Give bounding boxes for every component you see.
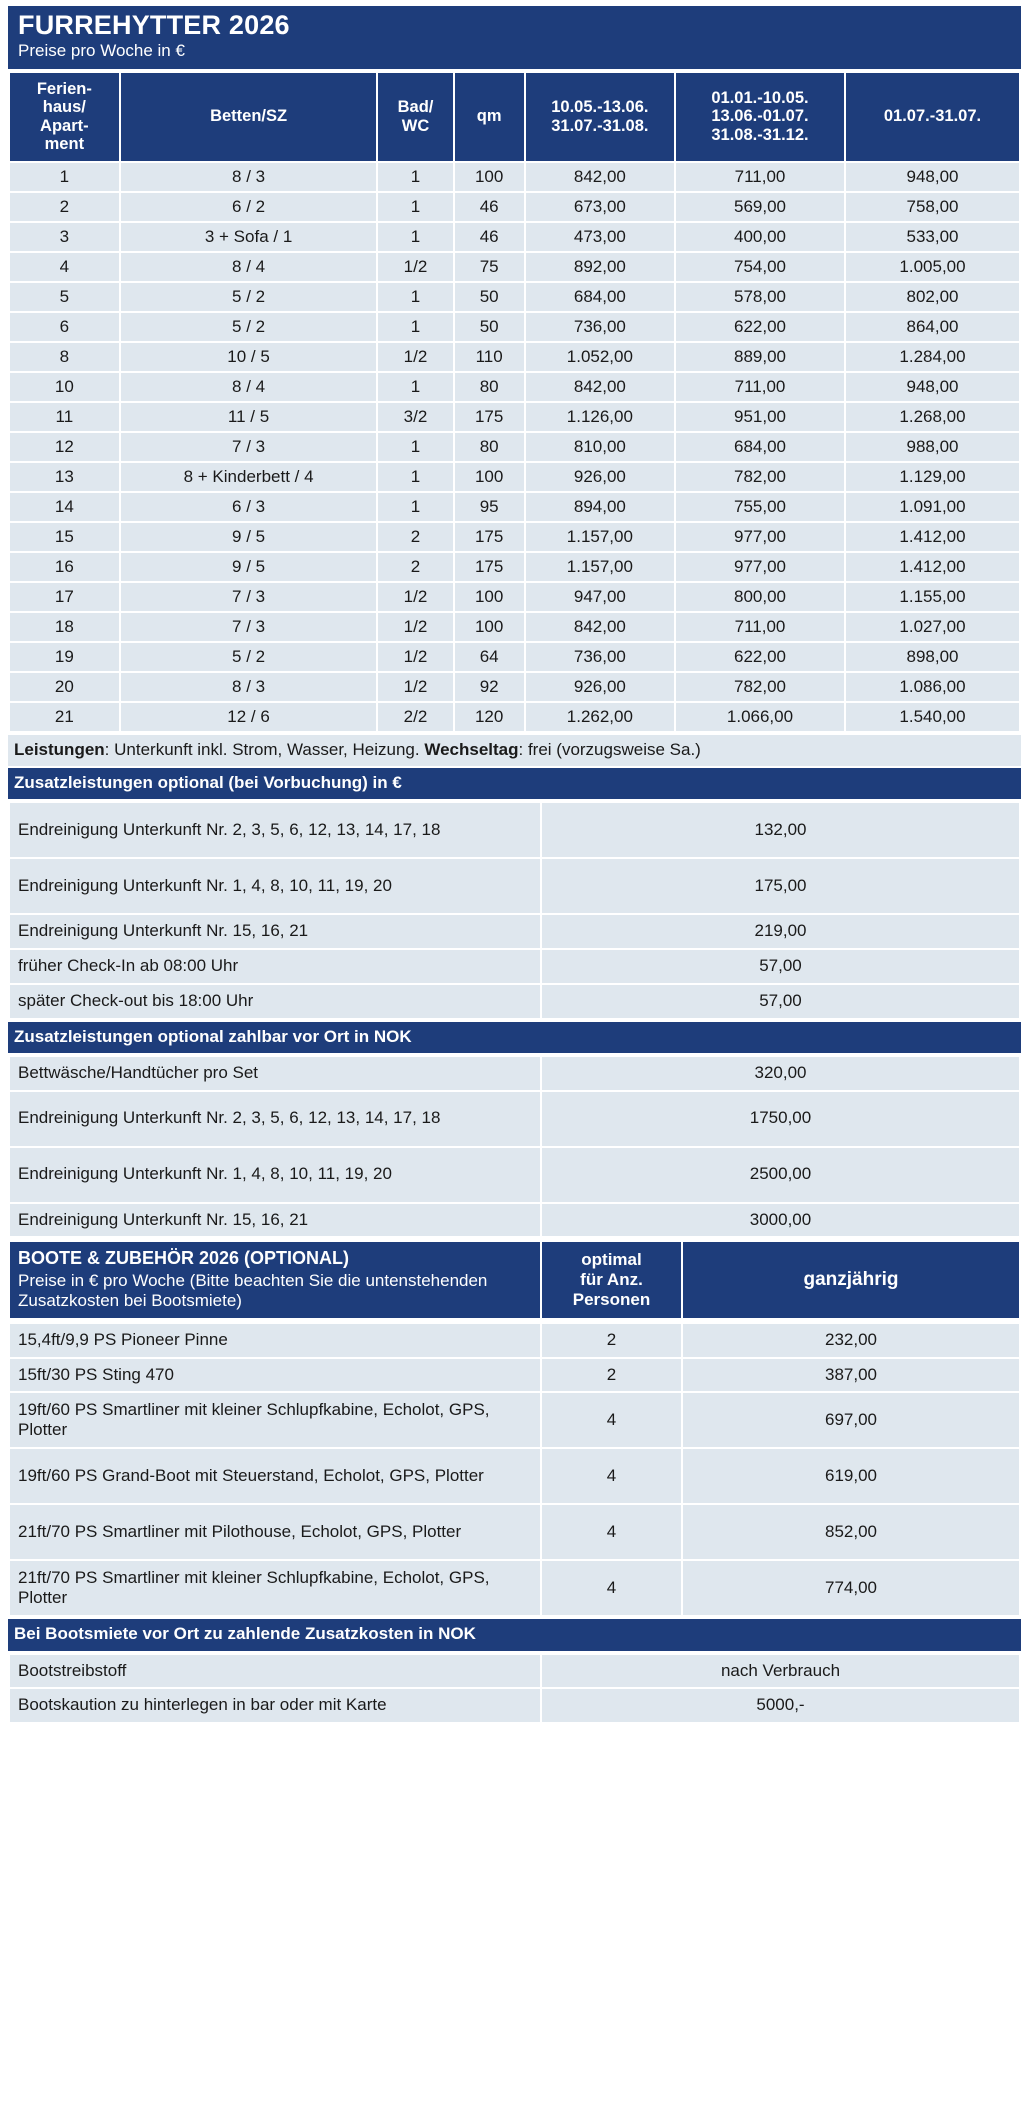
cell-sqm: 95 (455, 493, 524, 521)
item-value: nach Verbrauch (542, 1655, 1019, 1688)
boats-persons-line-1: optimal (581, 1250, 642, 1269)
cell-bath: 3/2 (378, 403, 452, 431)
boats-header-table (8, 1240, 1021, 1319)
cell-price-season-1: 1.262,00 (526, 703, 674, 731)
cell-sqm: 120 (455, 703, 524, 731)
wechseltag-text: : frei (vorzugsweise Sa.) (518, 739, 701, 759)
cell-price-season-2: 800,00 (676, 583, 844, 611)
cell-price-season-2: 622,00 (676, 643, 844, 671)
cell-apartment: 4 (10, 253, 119, 281)
boat-label: 21ft/70 PS Smartliner mit kleiner Schlupfkabine, Echolot, GPS, Plotter (10, 1561, 540, 1615)
cell-price-season-2: 684,00 (676, 433, 844, 461)
item-value: 320,00 (542, 1057, 1019, 1090)
cell-sqm: 46 (455, 223, 524, 251)
extras-nok-table (8, 1055, 1021, 1238)
boat-persons: 4 (542, 1505, 681, 1559)
cell-bath: 1 (378, 463, 452, 491)
cell-beds: 9 / 5 (121, 553, 377, 581)
boat-persons: 4 (542, 1393, 681, 1447)
table-row (10, 643, 1019, 671)
item-value: 3000,00 (542, 1204, 1019, 1237)
cell-bath: 1/2 (378, 613, 452, 641)
boat-label: 19ft/60 PS Smartliner mit kleiner Schlupfkabine, Echolot, GPS, Plotter (10, 1393, 540, 1447)
cell-bath: 1/2 (378, 583, 452, 611)
cell-price-season-1: 810,00 (526, 433, 674, 461)
list-item (10, 1689, 1019, 1722)
cell-price-season-3: 1.155,00 (846, 583, 1019, 611)
table-row (10, 583, 1019, 611)
cell-price-season-3: 758,00 (846, 193, 1019, 221)
cell-price-season-3: 988,00 (846, 433, 1019, 461)
boat-row (10, 1359, 1019, 1392)
cell-apartment: 12 (10, 433, 119, 461)
boats-description: Preise in € pro Woche (Bitte beachten Sie die untenstehenden Zusatzkosten bei Bootsmiete) (18, 1270, 488, 1311)
boat-label: 19ft/60 PS Grand-Boot mit Steuerstand, Echolot, GPS, Plotter (10, 1449, 540, 1503)
boat-price: 852,00 (683, 1505, 1019, 1559)
list-item (10, 950, 1019, 983)
cell-sqm: 80 (455, 433, 524, 461)
extras-eur-table (8, 801, 1021, 1019)
boat-persons: 2 (542, 1359, 681, 1392)
table-row (10, 613, 1019, 641)
col-header-bath: Bad/ WC (378, 73, 452, 161)
list-item (10, 1092, 1019, 1146)
item-label: später Check-out bis 18:00 Uhr (10, 985, 540, 1018)
cell-price-season-2: 578,00 (676, 283, 844, 311)
boat-persons: 2 (542, 1324, 681, 1357)
item-label: Endreinigung Unterkunft Nr. 2, 3, 5, 6, 12, 13, 14, 17, 18 (10, 1092, 540, 1146)
cell-bath: 1/2 (378, 643, 452, 671)
table-row (10, 223, 1019, 251)
cell-price-season-3: 898,00 (846, 643, 1019, 671)
cell-price-season-2: 951,00 (676, 403, 844, 431)
cell-price-season-2: 782,00 (676, 463, 844, 491)
table-row (10, 373, 1019, 401)
item-value: 2500,00 (542, 1148, 1019, 1202)
boat-label: 15,4ft/9,9 PS Pioneer Pinne (10, 1324, 540, 1357)
cell-price-season-1: 926,00 (526, 463, 674, 491)
page-title: FURREHYTTER 2026 (18, 10, 290, 40)
cell-beds: 7 / 3 (121, 433, 377, 461)
cell-bath: 1 (378, 313, 452, 341)
cell-price-season-2: 1.066,00 (676, 703, 844, 731)
cell-price-season-3: 948,00 (846, 373, 1019, 401)
cell-apartment: 18 (10, 613, 119, 641)
table-row (10, 313, 1019, 341)
boat-row (10, 1561, 1019, 1615)
item-value: 1750,00 (542, 1092, 1019, 1146)
boat-price: 232,00 (683, 1324, 1019, 1357)
boat-persons: 4 (542, 1449, 681, 1503)
main-table-body (10, 163, 1019, 731)
cell-bath: 1 (378, 163, 452, 191)
table-row (10, 163, 1019, 191)
cell-price-season-3: 1.129,00 (846, 463, 1019, 491)
cell-apartment: 21 (10, 703, 119, 731)
boat-row (10, 1393, 1019, 1447)
cell-apartment: 17 (10, 583, 119, 611)
cell-price-season-3: 1.091,00 (846, 493, 1019, 521)
cell-price-season-3: 1.086,00 (846, 673, 1019, 701)
col-header-sqm: qm (455, 73, 524, 161)
extras-eur-body (10, 803, 1019, 1017)
boats-persons-line-2: für Anz. (580, 1270, 643, 1290)
cell-price-season-2: 400,00 (676, 223, 844, 251)
cell-price-season-2: 711,00 (676, 163, 844, 191)
table-row (10, 343, 1019, 371)
col-header-season-3: 01.07.-31.07. (846, 73, 1019, 161)
cell-beds: 5 / 2 (121, 313, 377, 341)
item-value: 5000,- (542, 1689, 1019, 1722)
cell-bath: 1/2 (378, 253, 452, 281)
cell-sqm: 46 (455, 193, 524, 221)
cell-bath: 2/2 (378, 703, 452, 731)
cell-apartment: 13 (10, 463, 119, 491)
cell-price-season-1: 842,00 (526, 613, 674, 641)
boats-col-header-persons (542, 1242, 681, 1317)
cell-bath: 1/2 (378, 673, 452, 701)
boats-table-body (10, 1324, 1019, 1615)
cell-price-season-2: 782,00 (676, 673, 844, 701)
cell-bath: 1 (378, 373, 452, 401)
col-header-apartment: Ferien- haus/ Apart- ment (10, 73, 119, 161)
boats-header-row (10, 1242, 1019, 1317)
cell-price-season-1: 473,00 (526, 223, 674, 251)
cell-price-season-2: 569,00 (676, 193, 844, 221)
item-label: Endreinigung Unterkunft Nr. 15, 16, 21 (10, 1204, 540, 1237)
item-value: 57,00 (542, 950, 1019, 983)
item-value: 219,00 (542, 915, 1019, 948)
boat-row (10, 1324, 1019, 1357)
cell-price-season-1: 1.157,00 (526, 553, 674, 581)
cell-beds: 7 / 3 (121, 613, 377, 641)
cell-price-season-3: 1.005,00 (846, 253, 1019, 281)
cell-price-season-3: 1.268,00 (846, 403, 1019, 431)
cell-apartment: 20 (10, 673, 119, 701)
item-value: 175,00 (542, 859, 1019, 913)
cell-beds: 12 / 6 (121, 703, 377, 731)
cell-beds: 6 / 2 (121, 193, 377, 221)
cell-sqm: 50 (455, 283, 524, 311)
cell-apartment: 1 (10, 163, 119, 191)
cell-apartment: 5 (10, 283, 119, 311)
boat-persons: 4 (542, 1561, 681, 1615)
item-label: früher Check-In ab 08:00 Uhr (10, 950, 540, 983)
cell-price-season-2: 977,00 (676, 553, 844, 581)
table-row (10, 433, 1019, 461)
boat-extras-body (10, 1655, 1019, 1722)
cell-price-season-3: 864,00 (846, 313, 1019, 341)
cell-price-season-1: 1.126,00 (526, 403, 674, 431)
cell-price-season-1: 842,00 (526, 373, 674, 401)
cell-beds: 7 / 3 (121, 583, 377, 611)
boats-col-header-price: ganzjährig (683, 1242, 1019, 1317)
boat-row (10, 1449, 1019, 1503)
cell-price-season-2: 755,00 (676, 493, 844, 521)
table-row (10, 493, 1019, 521)
cell-price-season-2: 977,00 (676, 523, 844, 551)
cell-apartment: 15 (10, 523, 119, 551)
cell-bath: 2 (378, 523, 452, 551)
cell-apartment: 8 (10, 343, 119, 371)
page-subtitle: Preise pro Woche in € (18, 41, 185, 61)
cell-beds: 8 / 4 (121, 373, 377, 401)
cell-sqm: 100 (455, 583, 524, 611)
extras-nok-body (10, 1057, 1019, 1236)
list-item (10, 1204, 1019, 1237)
cell-bath: 1 (378, 433, 452, 461)
table-row (10, 523, 1019, 551)
cell-bath: 1 (378, 493, 452, 521)
list-item (10, 1057, 1019, 1090)
cell-price-season-1: 926,00 (526, 673, 674, 701)
cell-price-season-3: 1.540,00 (846, 703, 1019, 731)
item-label: Bettwäsche/Handtücher pro Set (10, 1057, 540, 1090)
item-label: Endreinigung Unterkunft Nr. 1, 4, 8, 10, 11, 19, 20 (10, 859, 540, 913)
list-item (10, 1148, 1019, 1202)
cell-sqm: 50 (455, 313, 524, 341)
section-header-extras-eur: Zusatzleistungen optional (bei Vorbuchung) in € (8, 768, 1021, 799)
cell-price-season-3: 1.027,00 (846, 613, 1019, 641)
list-item (10, 1655, 1019, 1688)
list-item (10, 803, 1019, 857)
cell-price-season-3: 948,00 (846, 163, 1019, 191)
cell-beds: 3 + Sofa / 1 (121, 223, 377, 251)
section-header-boat-extras: Bei Bootsmiete vor Ort zu zahlende Zusatzkosten in NOK (8, 1619, 1021, 1650)
cell-beds: 8 + Kinderbett / 4 (121, 463, 377, 491)
cell-sqm: 110 (455, 343, 524, 371)
cell-price-season-2: 622,00 (676, 313, 844, 341)
cell-beds: 11 / 5 (121, 403, 377, 431)
list-item (10, 915, 1019, 948)
item-label: Endreinigung Unterkunft Nr. 2, 3, 5, 6, 12, 13, 14, 17, 18 (10, 803, 540, 857)
cell-beds: 8 / 3 (121, 163, 377, 191)
wechseltag-label: Wechseltag (424, 739, 519, 759)
cell-price-season-3: 802,00 (846, 283, 1019, 311)
item-value: 132,00 (542, 803, 1019, 857)
cell-apartment: 3 (10, 223, 119, 251)
item-label: Endreinigung Unterkunft Nr. 1, 4, 8, 10, 11, 19, 20 (10, 1148, 540, 1202)
cell-sqm: 92 (455, 673, 524, 701)
cell-beds: 8 / 4 (121, 253, 377, 281)
cell-apartment: 10 (10, 373, 119, 401)
table-row (10, 193, 1019, 221)
cell-beds: 8 / 3 (121, 673, 377, 701)
cell-bath: 1 (378, 283, 452, 311)
cell-price-season-1: 894,00 (526, 493, 674, 521)
cell-sqm: 175 (455, 523, 524, 551)
table-row (10, 673, 1019, 701)
leistungen-label: Leistungen (14, 739, 105, 759)
price-sheet (8, 6, 1021, 1724)
col-header-season-2: 01.01.-10.05. 13.06.-01.07. 31.08.-31.12. (676, 73, 844, 161)
cell-sqm: 75 (455, 253, 524, 281)
cell-price-season-2: 754,00 (676, 253, 844, 281)
cell-price-season-3: 1.412,00 (846, 523, 1019, 551)
item-value: 57,00 (542, 985, 1019, 1018)
cell-apartment: 2 (10, 193, 119, 221)
cell-sqm: 64 (455, 643, 524, 671)
cell-apartment: 11 (10, 403, 119, 431)
table-row (10, 253, 1019, 281)
item-label: Endreinigung Unterkunft Nr. 15, 16, 21 (10, 915, 540, 948)
cell-price-season-1: 673,00 (526, 193, 674, 221)
table-row (10, 553, 1019, 581)
col-header-season-1: 10.05.-13.06. 31.07.-31.08. (526, 73, 674, 161)
cell-apartment: 19 (10, 643, 119, 671)
boat-price: 387,00 (683, 1359, 1019, 1392)
col-header-beds: Betten/SZ (121, 73, 377, 161)
cell-apartment: 6 (10, 313, 119, 341)
cell-beds: 5 / 2 (121, 283, 377, 311)
table-row (10, 403, 1019, 431)
cell-sqm: 175 (455, 553, 524, 581)
cell-price-season-1: 736,00 (526, 313, 674, 341)
cell-apartment: 14 (10, 493, 119, 521)
boats-table (8, 1322, 1021, 1617)
boats-title: BOOTE & ZUBEHÖR 2026 (OPTIONAL) (18, 1248, 350, 1269)
cell-bath: 1 (378, 223, 452, 251)
cell-sqm: 100 (455, 463, 524, 491)
main-price-table (8, 71, 1021, 733)
cell-bath: 1/2 (378, 343, 452, 371)
cell-sqm: 175 (455, 403, 524, 431)
boat-extras-table (8, 1653, 1021, 1724)
table-row (10, 283, 1019, 311)
boats-persons-line-3: Personen (572, 1290, 651, 1310)
cell-price-season-2: 711,00 (676, 373, 844, 401)
cell-sqm: 80 (455, 373, 524, 401)
boat-label: 21ft/70 PS Smartliner mit Pilothouse, Echolot, GPS, Plotter (10, 1505, 540, 1559)
table-row (10, 463, 1019, 491)
cell-bath: 2 (378, 553, 452, 581)
cell-beds: 9 / 5 (121, 523, 377, 551)
list-item (10, 859, 1019, 913)
cell-price-season-1: 684,00 (526, 283, 674, 311)
cell-price-season-1: 1.052,00 (526, 343, 674, 371)
boat-row (10, 1505, 1019, 1559)
boat-price: 619,00 (683, 1449, 1019, 1503)
cell-bath: 1 (378, 193, 452, 221)
main-table-header-row (10, 73, 1019, 161)
cell-price-season-2: 889,00 (676, 343, 844, 371)
cell-beds: 5 / 2 (121, 643, 377, 671)
cell-sqm: 100 (455, 613, 524, 641)
leistungen-text: : Unterkunft inkl. Strom, Wasser, Heizung. (104, 739, 425, 759)
leistungen-note (8, 735, 1021, 766)
section-header-extras-nok: Zusatzleistungen optional zahlbar vor Ort in NOK (8, 1022, 1021, 1053)
cell-beds: 10 / 5 (121, 343, 377, 371)
cell-price-season-1: 736,00 (526, 643, 674, 671)
cell-price-season-1: 947,00 (526, 583, 674, 611)
boat-label: 15ft/30 PS Sting 470 (10, 1359, 540, 1392)
cell-price-season-3: 1.412,00 (846, 553, 1019, 581)
cell-price-season-2: 711,00 (676, 613, 844, 641)
cell-apartment: 16 (10, 553, 119, 581)
cell-price-season-3: 533,00 (846, 223, 1019, 251)
list-item (10, 985, 1019, 1018)
cell-price-season-1: 892,00 (526, 253, 674, 281)
title-block (8, 6, 1021, 69)
boats-header-title-cell (10, 1242, 540, 1317)
cell-price-season-1: 1.157,00 (526, 523, 674, 551)
table-row (10, 703, 1019, 731)
cell-beds: 6 / 3 (121, 493, 377, 521)
boat-price: 697,00 (683, 1393, 1019, 1447)
cell-sqm: 100 (455, 163, 524, 191)
boat-price: 774,00 (683, 1561, 1019, 1615)
item-label: Bootstreibstoff (10, 1655, 540, 1688)
cell-price-season-1: 842,00 (526, 163, 674, 191)
item-label: Bootskaution zu hinterlegen in bar oder mit Karte (10, 1689, 540, 1722)
cell-price-season-3: 1.284,00 (846, 343, 1019, 371)
